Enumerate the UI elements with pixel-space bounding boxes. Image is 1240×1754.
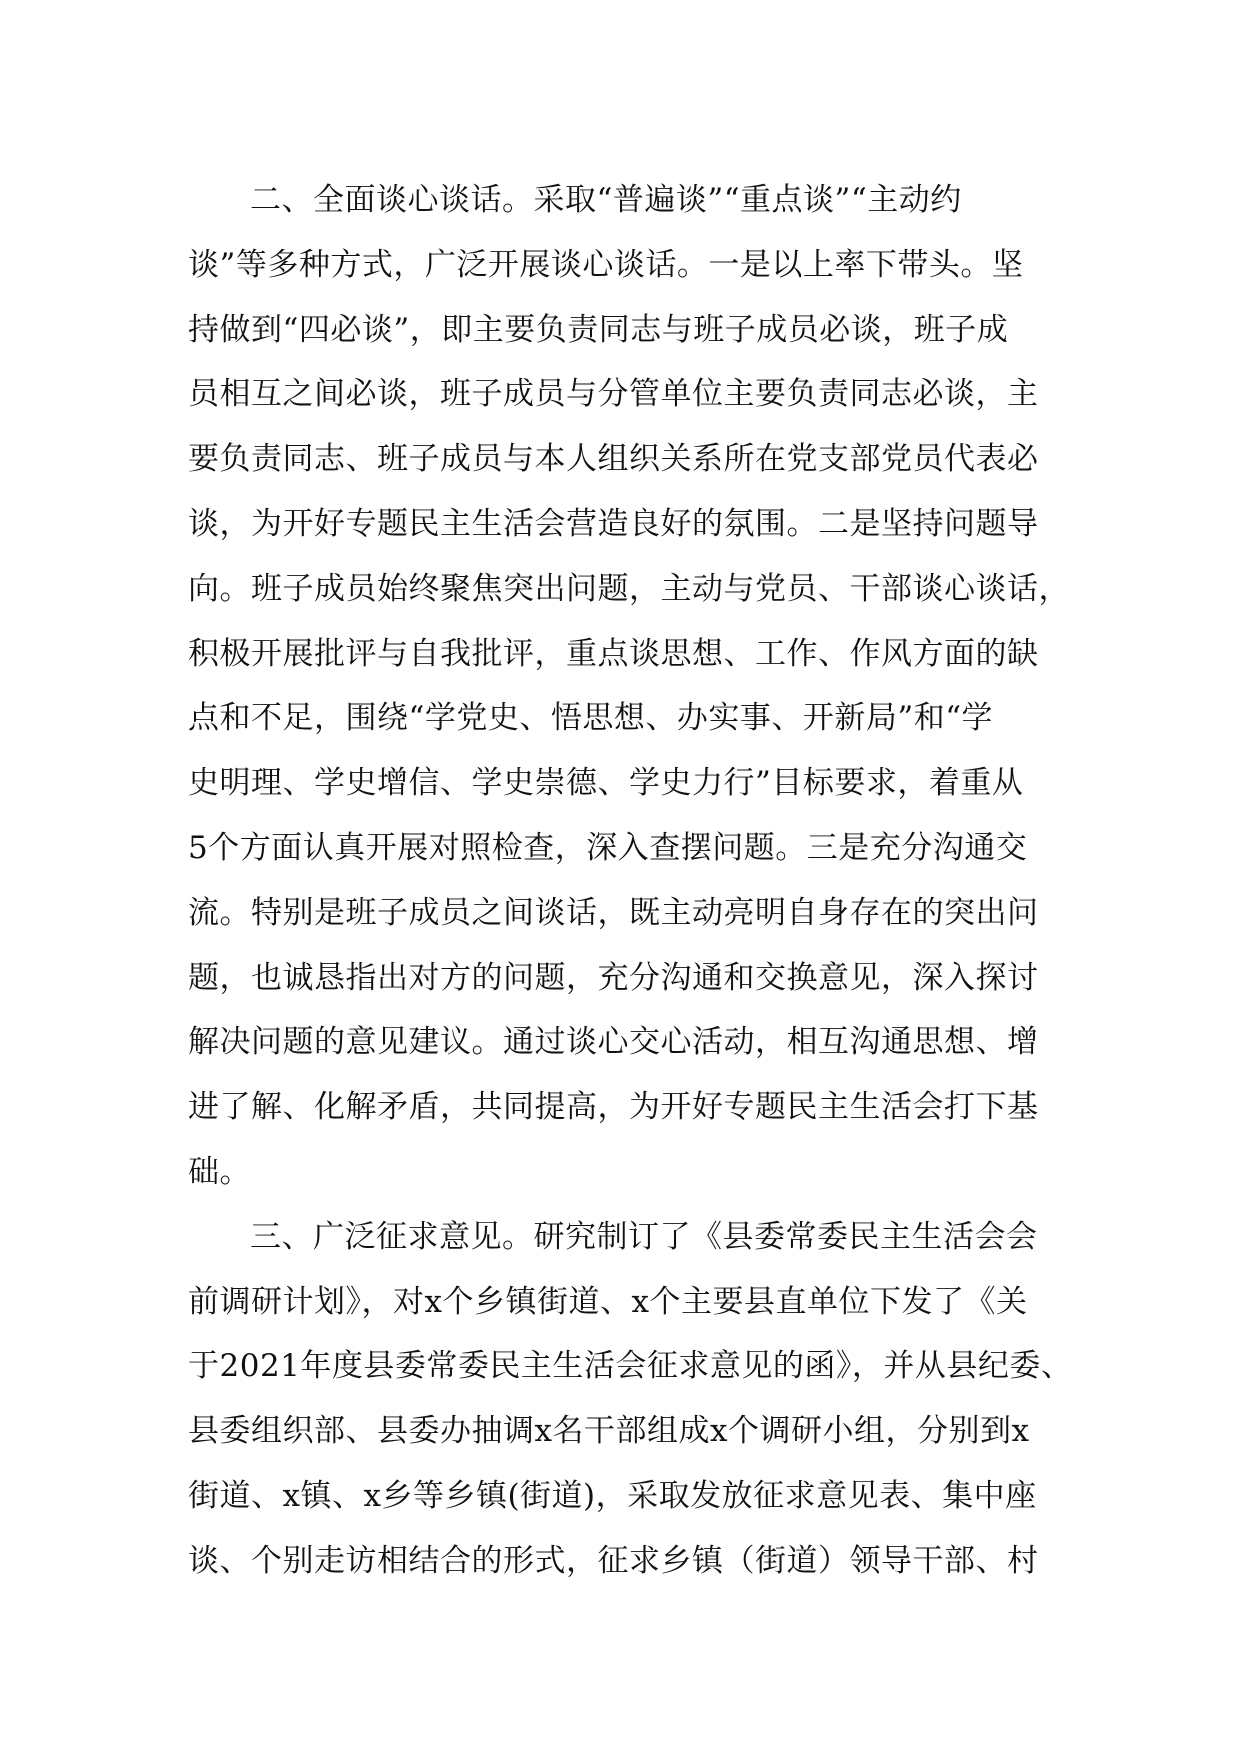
paragraph-2	[188, 168, 1068, 1205]
body-text	[188, 168, 1073, 1594]
text-line: 街道、x镇、x乡等乡镇(街道)，采取发放征求意见表、集中座	[188, 1477, 1037, 1514]
text-line: 史明理、学史增信、学史崇德、学史力行”目标要求，着重从	[188, 765, 1024, 802]
text-line: 进了解、化解矛盾，共同提高，为开好专题民主生活会打下基	[188, 1089, 1039, 1126]
text-line: 员相互之间必谈，班子成员与分管单位主要负责同志必谈，主	[188, 376, 1039, 413]
text-line: 持做到“四必谈”，即主要负责同志与班子成员必谈，班子成	[188, 311, 1009, 348]
text-line: 积极开展批评与自我批评，重点谈思想、工作、作风方面的缺	[188, 635, 1039, 672]
text-line: 于2021年度县委常委民主生活会征求意见的函》，并从县纪委、	[188, 1348, 1073, 1385]
text-line: 二、全面谈心谈话。采取“普遍谈”“重点谈”“主动约	[250, 182, 962, 218]
text-line: 解决问题的意见建议。通过谈心交心活动，相互沟通思想、增	[188, 1024, 1039, 1061]
text-line: 谈、个别走访相结合的形式，征求乡镇（街道）领导干部、村	[188, 1542, 1039, 1579]
text-line: 前调研计划》，对x个乡镇街道、x个主要县直单位下发了《关	[188, 1283, 1028, 1320]
text-line: 础。	[188, 1153, 251, 1190]
text-line: 谈”等多种方式，广泛开展谈心谈话。一是以上率下带头。坚	[188, 246, 1024, 283]
text-line: 5个方面认真开展对照检查，深入查摆问题。三是充分沟通交	[188, 829, 1028, 866]
text-line: 县委组织部、县委办抽调x名干部组成x个调研小组，分别到x	[188, 1413, 1030, 1450]
text-line: 要负责同志、班子成员与本人组织关系所在党支部党员代表必	[188, 441, 1039, 478]
text-line: 流。特别是班子成员之间谈话，既主动亮明自身存在的突出问	[188, 894, 1039, 931]
text-line: 三、广泛征求意见。研究制订了《县委常委民主生活会会	[250, 1218, 1038, 1255]
text-line: 点和不足，围绕“学党史、悟思想、办实事、开新局”和“学	[188, 700, 994, 737]
text-line: 谈，为开好专题民主生活会营造良好的氛围。二是坚持问题导	[188, 505, 1039, 542]
paragraph-3	[188, 1205, 1073, 1594]
text-line: 向。班子成员始终聚焦突出问题，主动与党员、干部谈心谈话，	[188, 570, 1070, 607]
text-line: 题，也诚恳指出对方的问题，充分沟通和交换意见，深入探讨	[188, 959, 1039, 996]
